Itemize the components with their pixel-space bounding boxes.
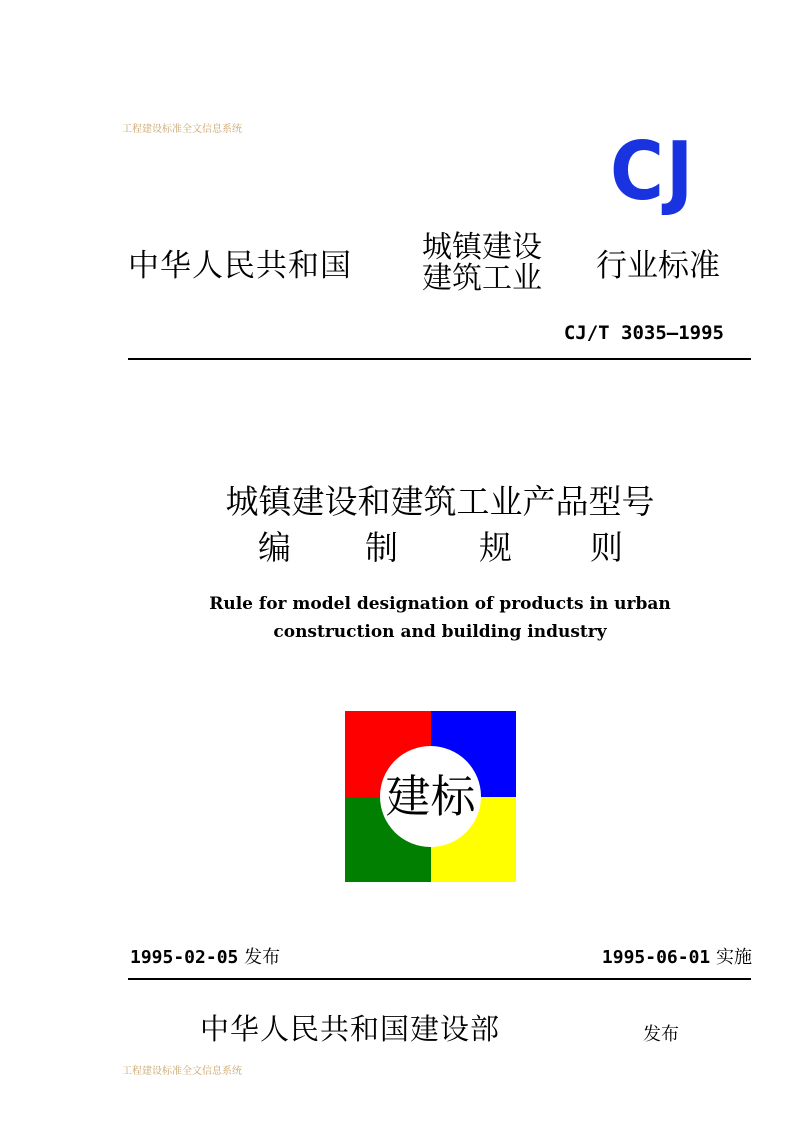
publisher-label: 发布 xyxy=(643,1024,679,1045)
document-title-line1: 城镇建设和建筑工业产品型号 xyxy=(225,482,655,521)
header-prefix: 中华人民共和国 xyxy=(128,248,352,284)
effective-date: 1995-06-01 xyxy=(601,947,711,968)
standard-category-header xyxy=(128,228,768,300)
effective-label: 实施 xyxy=(716,947,752,968)
header-stack-line2: 建筑工业 xyxy=(422,261,542,296)
issue-label: 发布 xyxy=(244,947,281,968)
english-title-line1: Rule for model designation of products in urban xyxy=(209,594,671,614)
title-char: 则 xyxy=(590,528,623,567)
divider-top xyxy=(128,358,751,360)
english-title-line2: construction and building industry xyxy=(273,622,607,642)
publisher-name: 中华人民共和国建设部 xyxy=(200,1012,501,1046)
english-title xyxy=(0,590,800,646)
effective-date-line xyxy=(602,943,752,969)
standard-code: CJ/T 3035—1995 xyxy=(563,322,724,344)
emblem-text: 建标 xyxy=(385,770,476,823)
header-stack xyxy=(422,232,542,294)
document-title-line2 xyxy=(258,526,638,570)
issue-date-line xyxy=(130,943,280,969)
watermark-top: 工程建设标准全文信息系统 xyxy=(122,124,242,135)
watermark-bottom: 工程建设标准全文信息系统 xyxy=(122,1066,242,1077)
title-char: 编 xyxy=(258,528,291,567)
title-char: 规 xyxy=(479,528,512,567)
title-char: 制 xyxy=(365,528,398,567)
divider-bottom xyxy=(128,978,751,980)
header-stack-line1: 城镇建设 xyxy=(422,230,542,265)
jianbiao-emblem xyxy=(345,711,516,882)
issue-date: 1995-02-05 xyxy=(130,947,239,968)
cj-logo: CJ xyxy=(610,125,696,218)
header-suffix: 行业标准 xyxy=(596,248,720,284)
